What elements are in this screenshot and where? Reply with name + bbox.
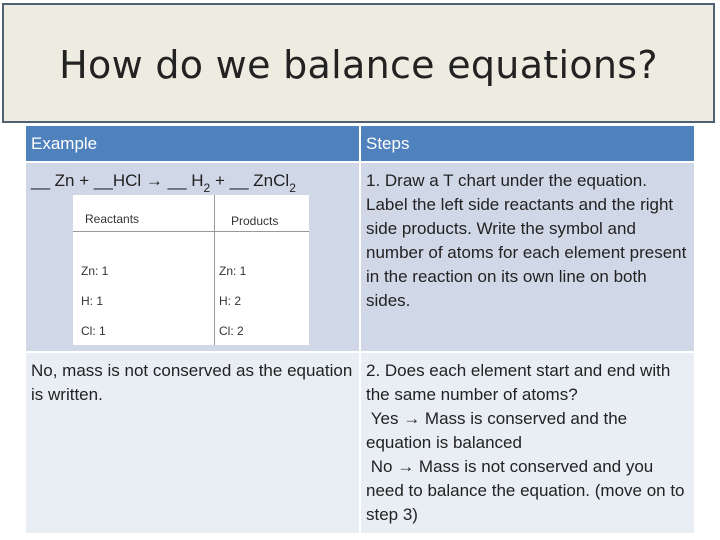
t-chart-reactants-header: Reactants — [85, 212, 140, 226]
equation-blank: __ — [167, 171, 187, 190]
t-chart-reactant-row: Cl: 1 — [81, 324, 106, 338]
t-chart-reactant-row: Zn: 1 — [81, 264, 109, 278]
equation-plus: + — [214, 171, 225, 190]
t-chart-vertical-line — [214, 195, 215, 345]
table-row — [26, 353, 694, 533]
slide-title: How do we balance equations? — [59, 43, 658, 87]
header-example: Example — [26, 126, 359, 161]
example-result-cell — [26, 353, 359, 533]
t-chart-product-row: Cl: 2 — [219, 324, 244, 338]
table-header-row — [26, 126, 694, 161]
header-steps: Steps — [361, 126, 694, 161]
equation-hcl: HCl → — [112, 171, 163, 190]
t-chart-product-row: Zn: 1 — [219, 264, 247, 278]
step-2-yes-branch: Yes → Mass is conserved and the equation is balanced — [366, 409, 632, 452]
steps-table — [24, 124, 696, 535]
equation-zn: Zn + — [54, 171, 90, 190]
chemical-equation — [31, 169, 354, 193]
equation-zncl: ZnCl — [253, 171, 290, 190]
example-result-text: No, mass is not conserved as the equation is written. — [31, 361, 353, 404]
step-1-text: 1. Draw a T chart under the equation. Label the left side reactants and the right side products. Write the symbol and number of atoms for each element present in the reaction on its own line on both sides. — [366, 171, 687, 310]
t-chart — [73, 195, 309, 345]
table-row — [26, 163, 694, 351]
step-2-question: 2. Does each element start and end with the same number of atoms? — [366, 361, 671, 404]
step-1-cell — [361, 163, 694, 351]
equation-blank: __ — [31, 171, 50, 190]
equation-zncl-subscript: 2 — [289, 181, 296, 195]
equation-h: H — [191, 171, 204, 190]
equation-blank: __ — [93, 171, 113, 190]
title-banner — [2, 3, 715, 123]
example-cell — [26, 163, 359, 351]
t-chart-products-header: Products — [231, 214, 279, 228]
equation-h-subscript: 2 — [203, 181, 211, 195]
step-2-cell — [361, 353, 694, 533]
t-chart-product-row: H: 2 — [219, 294, 242, 308]
step-2-no-branch: No → Mass is not conserved and you need to balance the equation. (move on to step 3) — [366, 457, 690, 524]
equation-blank: __ — [229, 171, 249, 190]
t-chart-reactant-row: H: 1 — [81, 294, 104, 308]
